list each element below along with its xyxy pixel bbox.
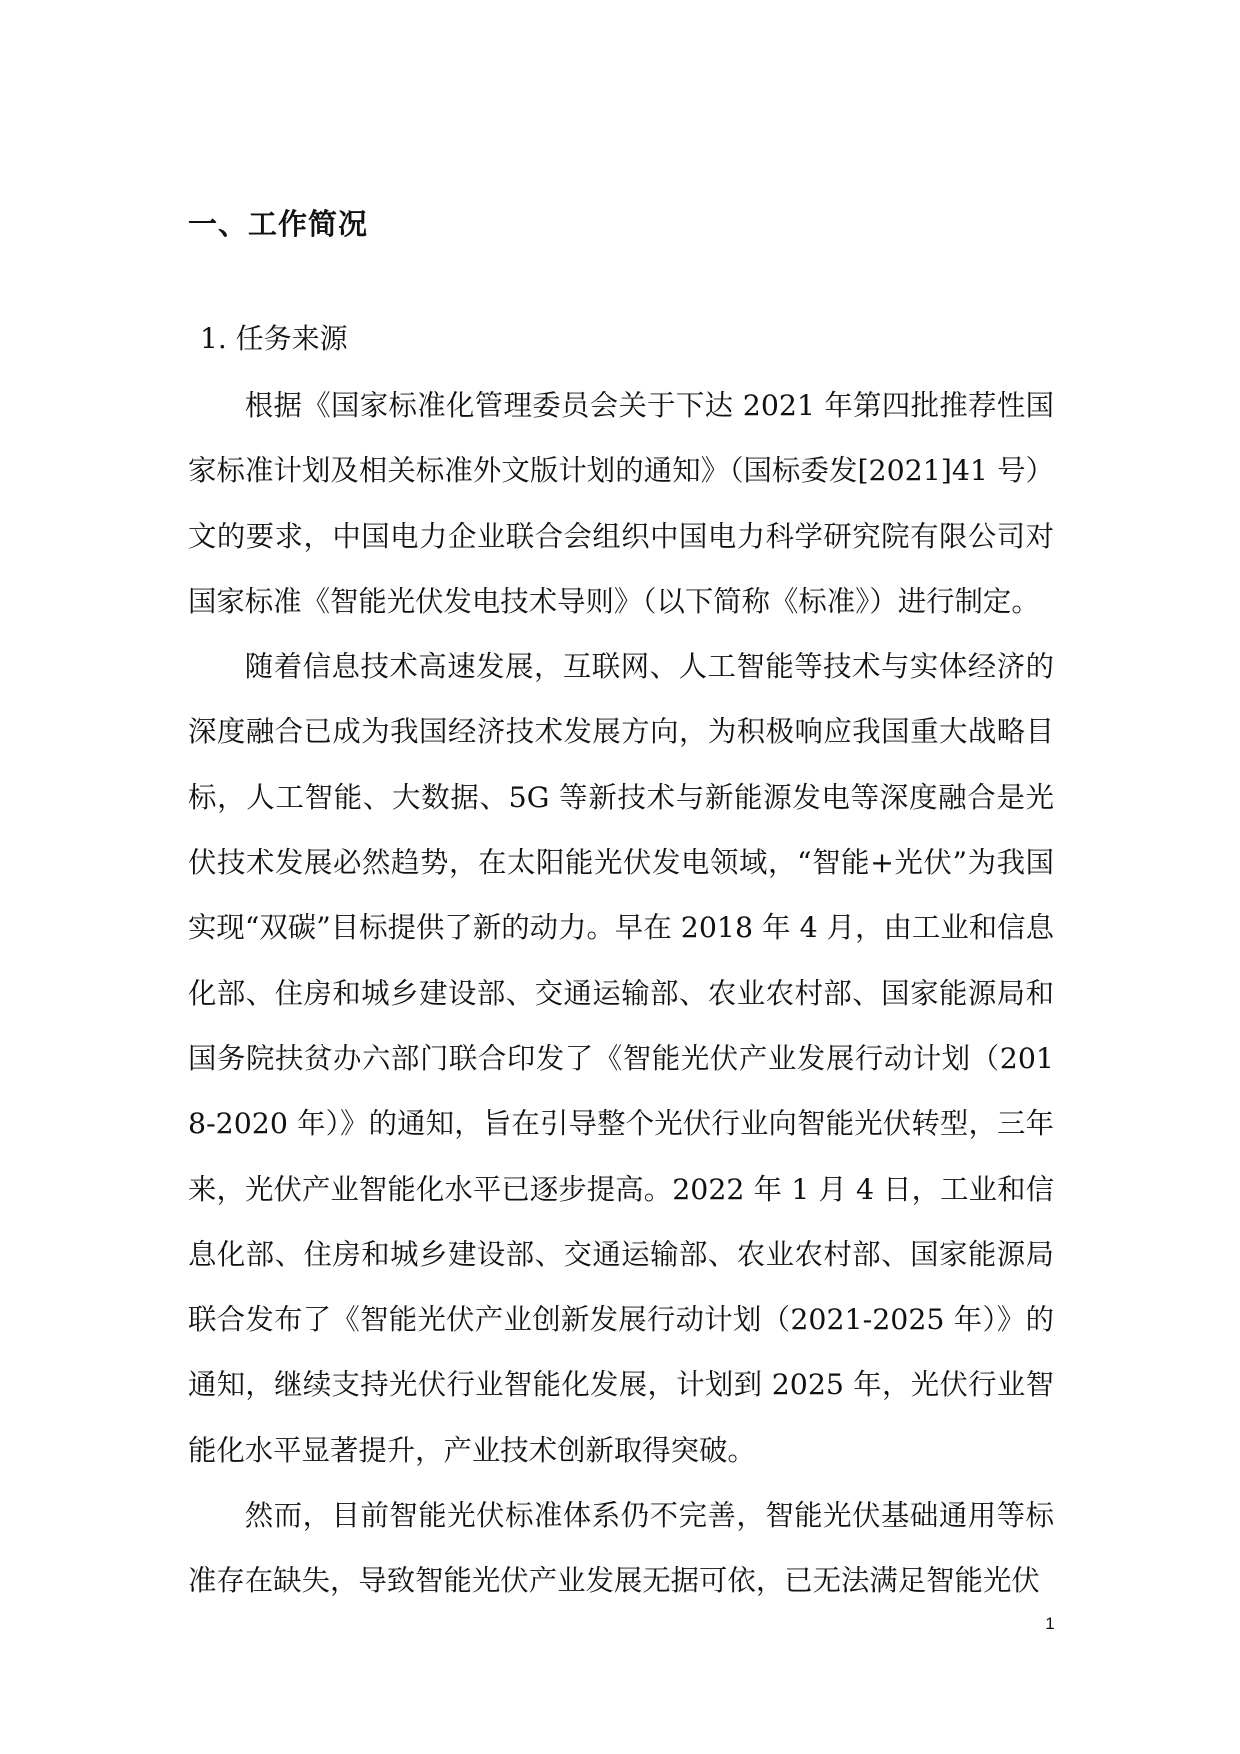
section-heading: 一、工作简况 — [188, 207, 369, 241]
page-number: 1 — [1045, 1614, 1055, 1633]
subsection-heading: 1. 任务来源 — [200, 322, 348, 355]
body-text — [188, 373, 1054, 1614]
paragraph-background: 随着信息技术高速发展，互联网、人工智能等技术与实体经济的深度融合已成为我国经济技术发展方向，为积极响应我国重大战略目标，人工智能、大数据、5G 等新技术与新能源发电等深度融合是光伏技术发展必然趋势，在太阳能光伏发电领域，“智能+光伏”为我国实现“双碳”目标提供了新的动力。早在 2018 年 4 月，由工业和信息化部、住房和城乡建设部、交通运输部、农业农村部、国家能源局和国务院扶贫办六部门联合印发了《智能光伏产业发展行动计划（2018-2020 年）》的通知，旨在引导整个光伏行业向智能光伏转型，三年来，光伏产业智能化水平已逐步提高。2022 年 1 月 4 日，工业和信息化部、住房和城乡建设部、交通运输部、农业农村部、国家能源局联合发布了《智能光伏产业创新发展行动计划（2021-2025 年）》的通知，继续支持光伏行业智能化发展，计划到 2025 年，光伏行业智能化水平显著提升，产业技术创新取得突破。 — [188, 650, 1054, 1467]
paragraph-task-source: 根据《国家标准化管理委员会关于下达 2021 年第四批推荐性国家标准计划及相关标准外文版计划的通知》（国标委发[2021]41 号）文的要求，中国电力企业联合会组织中国电力科学研究院有限公司对国家标准《智能光伏发电技术导则》（以下简称《标准》）进行制定。 — [188, 389, 1054, 618]
paragraph-problem: 然而，目前智能光伏标准体系仍不完善，智能光伏基础通用等标准存在缺失，导致智能光伏产业发展无据可依，已无法满足智能光伏 — [188, 1499, 1054, 1598]
